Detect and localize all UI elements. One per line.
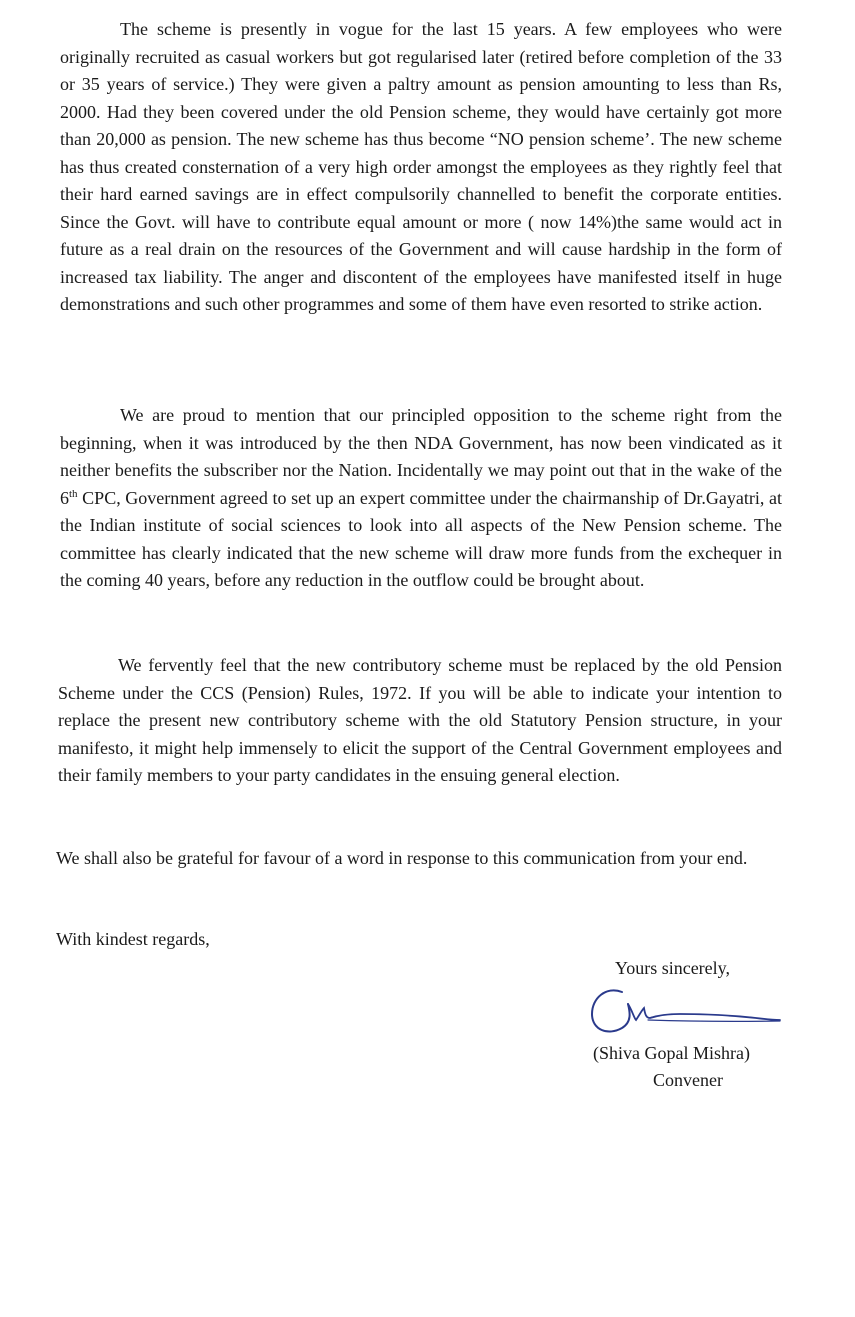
body-paragraph-1: The scheme is presently in vogue for the last 15 years. A few employees who were originally recruited as casual workers but got regularised later (retired before completion of the 33 or 35 years of service.) They were given a paltry amount as pension amounting to less than Rs, 2000. Had they been covered under the old Pension scheme, they would have certainly got more than 20,000 as pension. The new scheme has thus become “NO pension scheme’. The new scheme has thus created consternation of a very high order amongst the employees as they rightly feel that their hard earned savings are in effect compulsorily channelled to benefit the corporate entities. Since the Govt. will have to contribute equal amount or more ( now 14%)the same would act in future as a real drain on the resources of the Government and will cause hardship in the form of increased tax liability. The anger and discontent of the employees have manifested itself in huge demonstrations and such other programmes and some of them have even resorted to strike action. — [60, 19, 782, 314]
paragraph-2-part-2: CPC, Government agreed to set up an expert committee under the chairmanship of Dr.Gayatri, at the Indian institute of social sciences to look into all aspects of the New Pension scheme. The committee has clearly indicated that the new scheme will draw more funds from the exchequer in the coming 40 years, before any reduction in the outflow could be brought about. — [60, 487, 782, 590]
signatory-designation: Convener — [653, 1070, 723, 1090]
body-paragraph-3: We fervently feel that the new contributory scheme must be replaced by the old Pension Scheme under the CCS (Pension) Rules, 1972. If you will be able to indicate your intention to replace the present new contributory scheme with the old Statutory Pension structure, in your manifesto, it might help immensely to elicit the support of the Central Government employees and their family members to your party candidates in the ensuing general election. — [58, 655, 782, 785]
signatory-name: (Shiva Gopal Mishra) — [593, 1043, 750, 1063]
paragraph-2-part-1: We are proud to mention that our principled opposition to the scheme right from the beginning, when it was introduced by the then NDA Government, has now been vindicated as it neither benefits the subscriber nor the Nation. Incidentally we may point out that in the wake of the 6 — [60, 405, 782, 508]
body-paragraph-4: We shall also be grateful for favour of a word in response to this communication from your end. — [56, 848, 748, 868]
ordinal-superscript: th — [69, 487, 78, 500]
yours-sincerely: Yours sincerely, — [615, 958, 730, 978]
handwritten-signature — [588, 984, 784, 1042]
body-paragraph-2 — [60, 402, 782, 595]
closing-salutation: With kindest regards, — [56, 929, 210, 949]
